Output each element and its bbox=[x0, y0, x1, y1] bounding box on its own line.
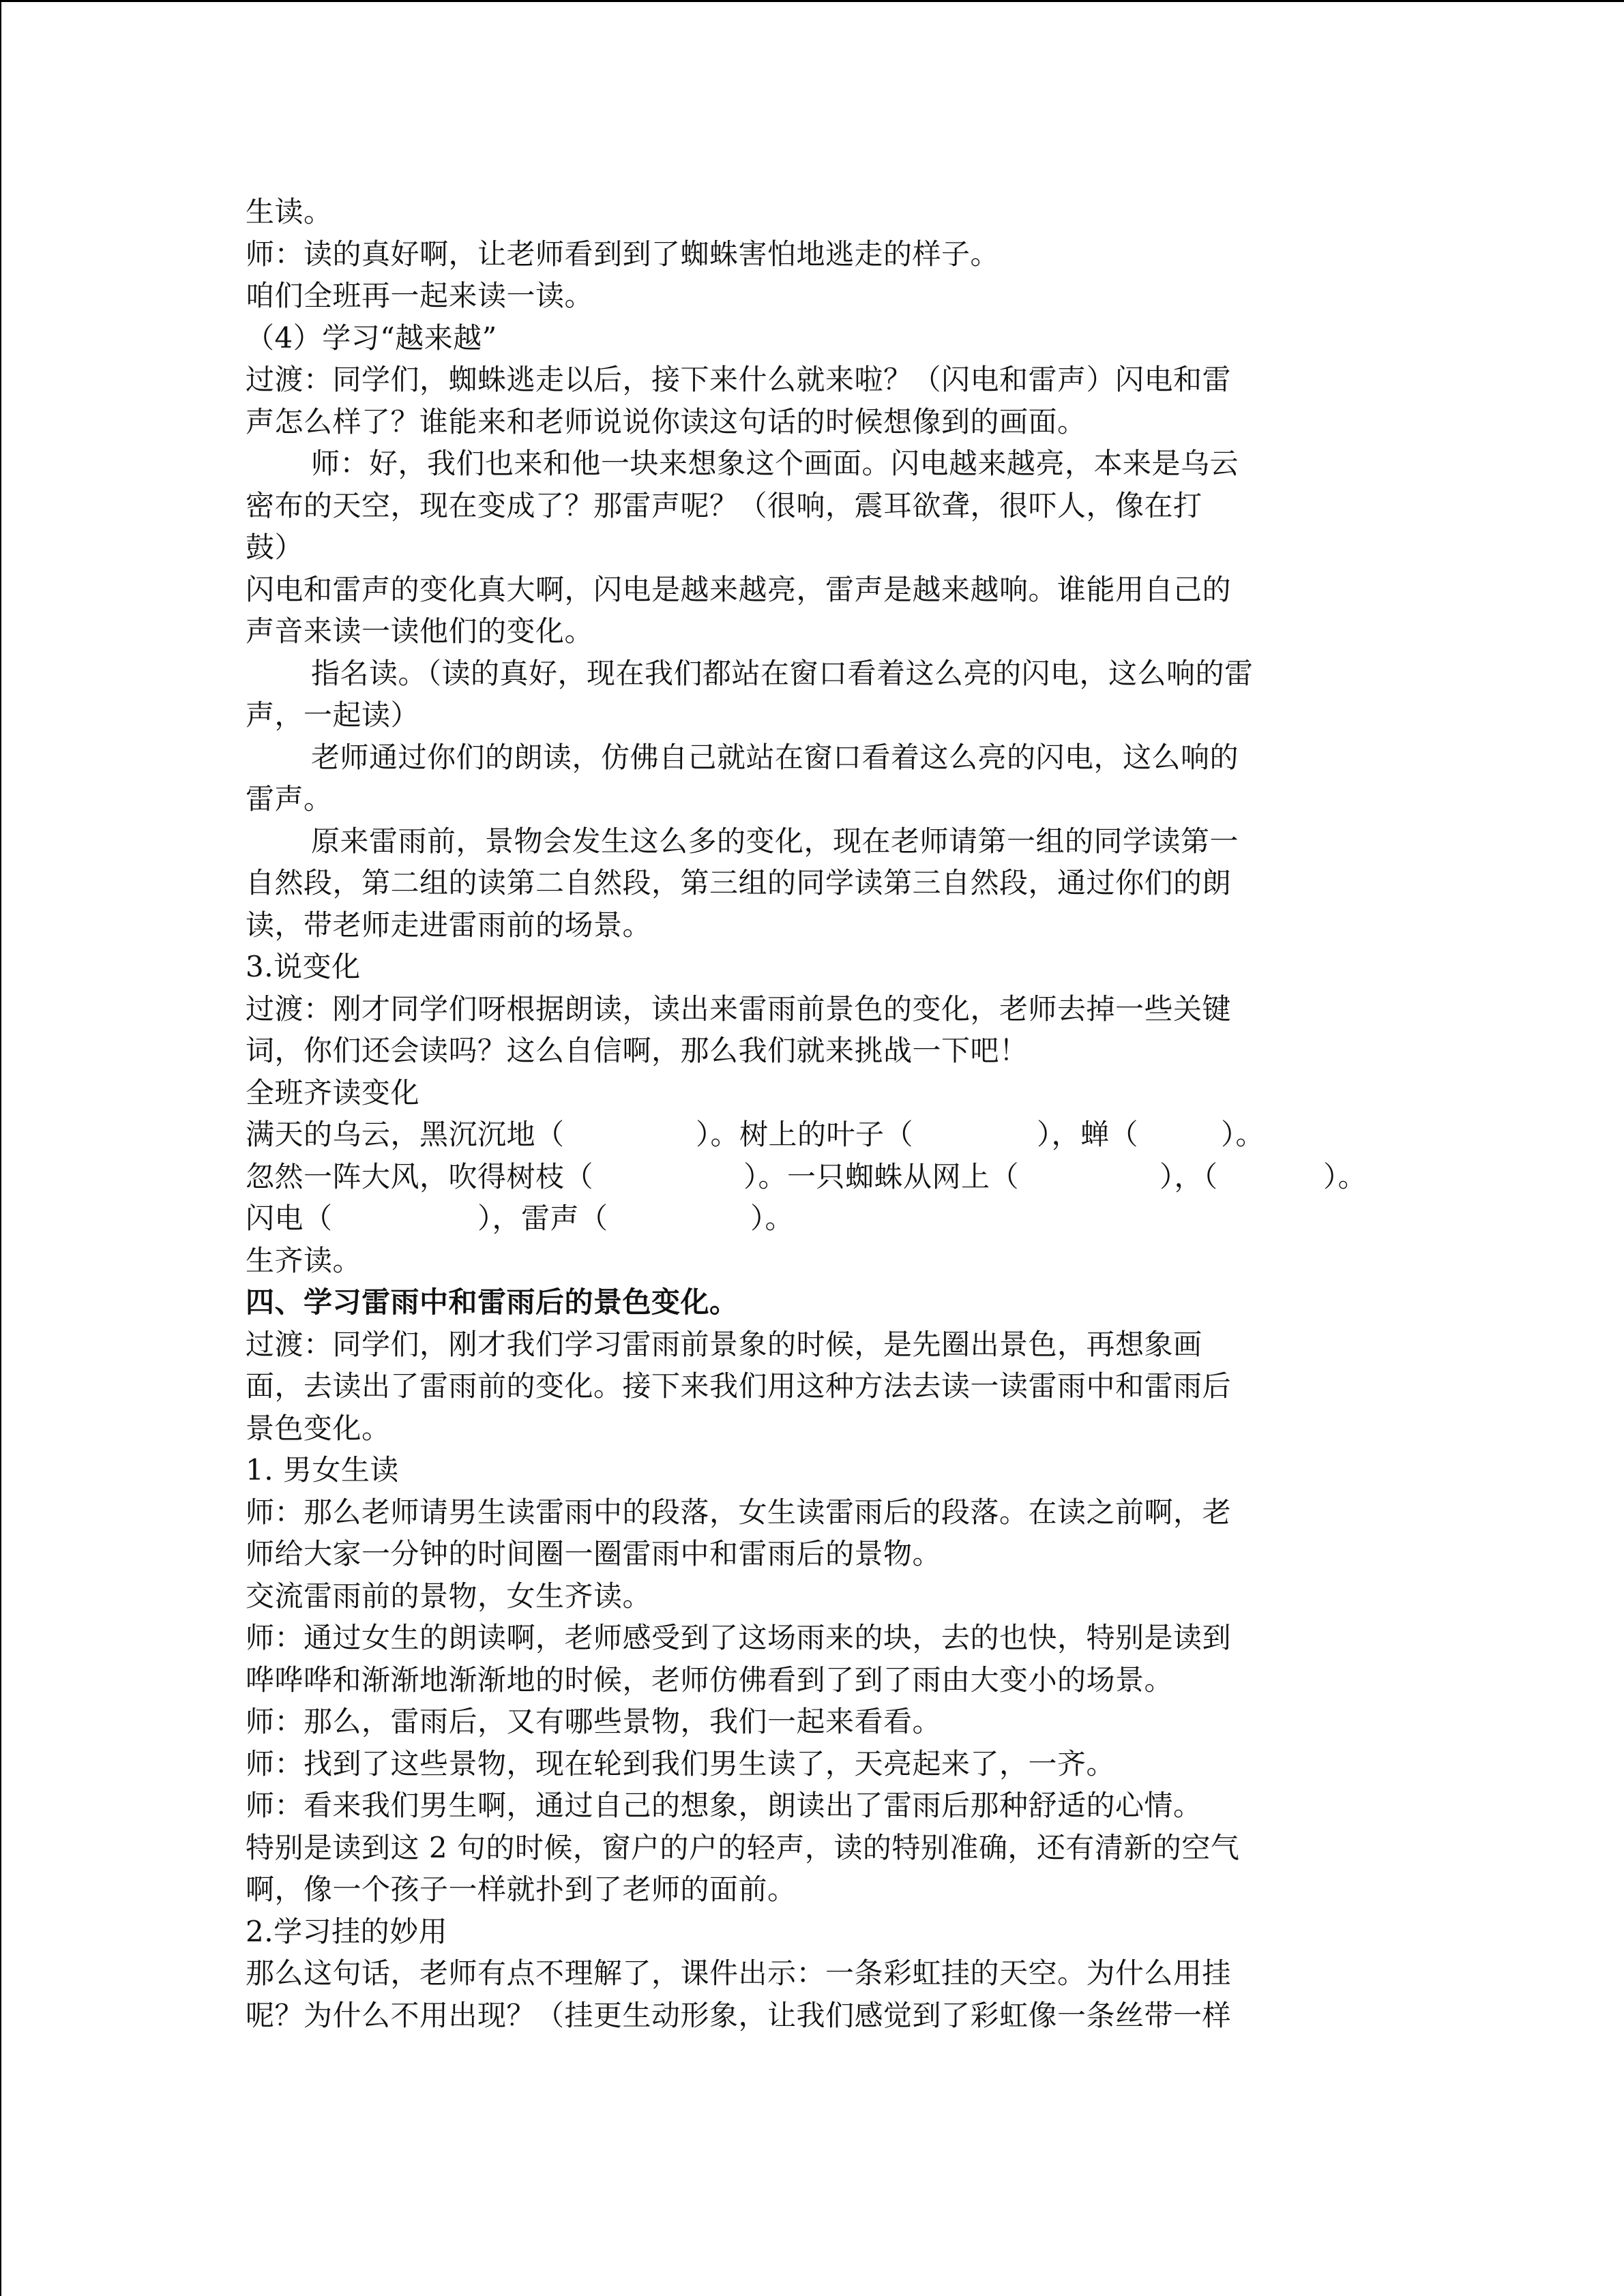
text-line: 面，去读出了雷雨前的变化。接下来我们用这种方法去读一读雷雨中和雷雨后 bbox=[246, 1369, 1232, 1403]
text-line: 交流雷雨前的景物，女生齐读。 bbox=[246, 1579, 652, 1613]
blank-text: ）。 bbox=[750, 1202, 795, 1235]
text-line: 全班齐读变化 bbox=[246, 1075, 420, 1109]
text-line: 词，你们还会读吗？这么自信啊，那么我们就来挑战一下吧！ bbox=[246, 1034, 1029, 1067]
text-line: 声，一起读） bbox=[246, 698, 420, 732]
text-line: 过渡：同学们，刚才我们学习雷雨前景象的时候，是先圈出景色，再想象画 bbox=[246, 1327, 1202, 1361]
text-line: 声音来读一读他们的变化。 bbox=[246, 614, 594, 648]
text-line: 景色变化。 bbox=[246, 1411, 391, 1445]
blank-text: ），雷声（ bbox=[477, 1202, 608, 1235]
blank-text: ），（ bbox=[1160, 1159, 1218, 1193]
text-line: 自然段，第二组的读第二自然段，第三组的同学读第三自然段，通过你们的朗 bbox=[246, 866, 1232, 899]
section-heading: 2.学习挂的妙用 bbox=[246, 1914, 448, 1948]
text-line: 师：通过女生的朗读啊，老师感受到了这场雨来的块，去的也快，特别是读到 bbox=[246, 1621, 1232, 1654]
text-line: 声怎么样了？谁能来和老师说说你读这句话的时候想像到的画面。 bbox=[246, 404, 1087, 438]
text-line: 哗哗哗和渐渐地渐渐地的时候，老师仿佛看到了到了雨由大变小的场景。 bbox=[246, 1663, 1174, 1697]
page-left-border bbox=[0, 0, 1, 2296]
text-line: 鼓） bbox=[246, 531, 304, 564]
text-line: 师：好，我们也来和他一块来想象这个画面。闪电越来越亮，本来是乌云 bbox=[311, 447, 1239, 480]
text-line: 过渡：同学们，蜘蛛逃走以后，接下来什么就来啦？（闪电和雷声）闪电和雷 bbox=[246, 363, 1232, 396]
text-line: 原来雷雨前，景物会发生这么多的变化，现在老师请第一组的同学读第一 bbox=[311, 824, 1239, 858]
text-line: 呢？为什么不用出现？（挂更生动形象，让我们感觉到了彩虹像一条丝带一样 bbox=[246, 1998, 1232, 2032]
text-line: 生读。 bbox=[246, 195, 333, 228]
section-heading: （4）学习“越来越” bbox=[246, 320, 497, 355]
section-heading: 四、学习雷雨中和雷雨后的景色变化。 bbox=[246, 1285, 739, 1319]
text-line: 密布的天空，现在变成了？那雷声呢？（很响，震耳欲聋，很吓人，像在打 bbox=[246, 488, 1202, 522]
blank-text: 忽然一阵大风，吹得树枝（ bbox=[246, 1159, 594, 1193]
text-line: 师：那么，雷雨后，又有哪些景物，我们一起来看看。 bbox=[246, 1705, 942, 1738]
text-line: 师：看来我们男生啊，通过自己的想象，朗读出了雷雨后那种舒适的心情。 bbox=[246, 1789, 1202, 1822]
section-heading: 3.说变化 bbox=[246, 950, 361, 983]
text-line: 师：读的真好啊，让老师看到到了蜘蛛害怕地逃走的样子。 bbox=[246, 237, 1000, 271]
blank-text: 满天的乌云，黑沉沉地（ bbox=[246, 1118, 565, 1151]
section-heading: 1. 男女生读 bbox=[246, 1453, 399, 1487]
blank-text: ）。一只蜘蛛从网上（ bbox=[743, 1159, 1020, 1193]
blank-text: ），蝉（ bbox=[1037, 1118, 1139, 1151]
text-line: 指名读。（读的真好，现在我们都站在窗口看着这么亮的闪电，这么响的雷 bbox=[311, 656, 1254, 690]
text-line: 师给大家一分钟的时间圈一圈雷雨中和雷雨后的景物。 bbox=[246, 1537, 942, 1570]
fill-blank-line-1 bbox=[246, 1114, 1378, 1156]
blank-text: ）。 bbox=[1323, 1159, 1368, 1193]
text-line: 生齐读。 bbox=[246, 1243, 362, 1277]
document-body bbox=[246, 191, 1378, 2036]
fill-blank-line-2 bbox=[246, 1156, 1378, 1198]
text-line: 啊，像一个孩子一样就扑到了老师的面前。 bbox=[246, 1873, 797, 1906]
fill-blank-line-3 bbox=[246, 1197, 1378, 1240]
blank-text: 闪电（ bbox=[246, 1202, 333, 1235]
text-line: 特别是读到这 2 句的时候，窗户的户的轻声，读的特别准确，还有清新的空气 bbox=[246, 1830, 1240, 1864]
text-line: 师：找到了这些景物，现在轮到我们男生读了，天亮起来了，一齐。 bbox=[246, 1746, 1116, 1780]
text-line: 老师通过你们的朗读，仿佛自己就站在窗口看着这么亮的闪电，这么响的 bbox=[311, 740, 1239, 774]
blank-text: ）。 bbox=[1221, 1118, 1265, 1151]
blank-text: ）。树上的叶子（ bbox=[696, 1118, 914, 1151]
text-line: 那么这句话，老师有点不理解了，课件出示：一条彩虹挂的天空。为什么用挂 bbox=[246, 1956, 1232, 1990]
text-line: 师：那么老师请男生读雷雨中的段落，女生读雷雨后的段落。在读之前啊，老 bbox=[246, 1495, 1232, 1529]
text-line: 闪电和雷声的变化真大啊，闪电是越来越亮，雷声是越来越响。谁能用自己的 bbox=[246, 572, 1232, 606]
page-top-border bbox=[0, 0, 1624, 2]
text-line: 读，带老师走进雷雨前的场景。 bbox=[246, 908, 652, 942]
text-line: 过渡：刚才同学们呀根据朗读，读出来雷雨前景色的变化，老师去掉一些关键 bbox=[246, 992, 1232, 1026]
text-line: 咱们全班再一起来读一读。 bbox=[246, 279, 594, 312]
text-line: 雷声。 bbox=[246, 782, 333, 816]
